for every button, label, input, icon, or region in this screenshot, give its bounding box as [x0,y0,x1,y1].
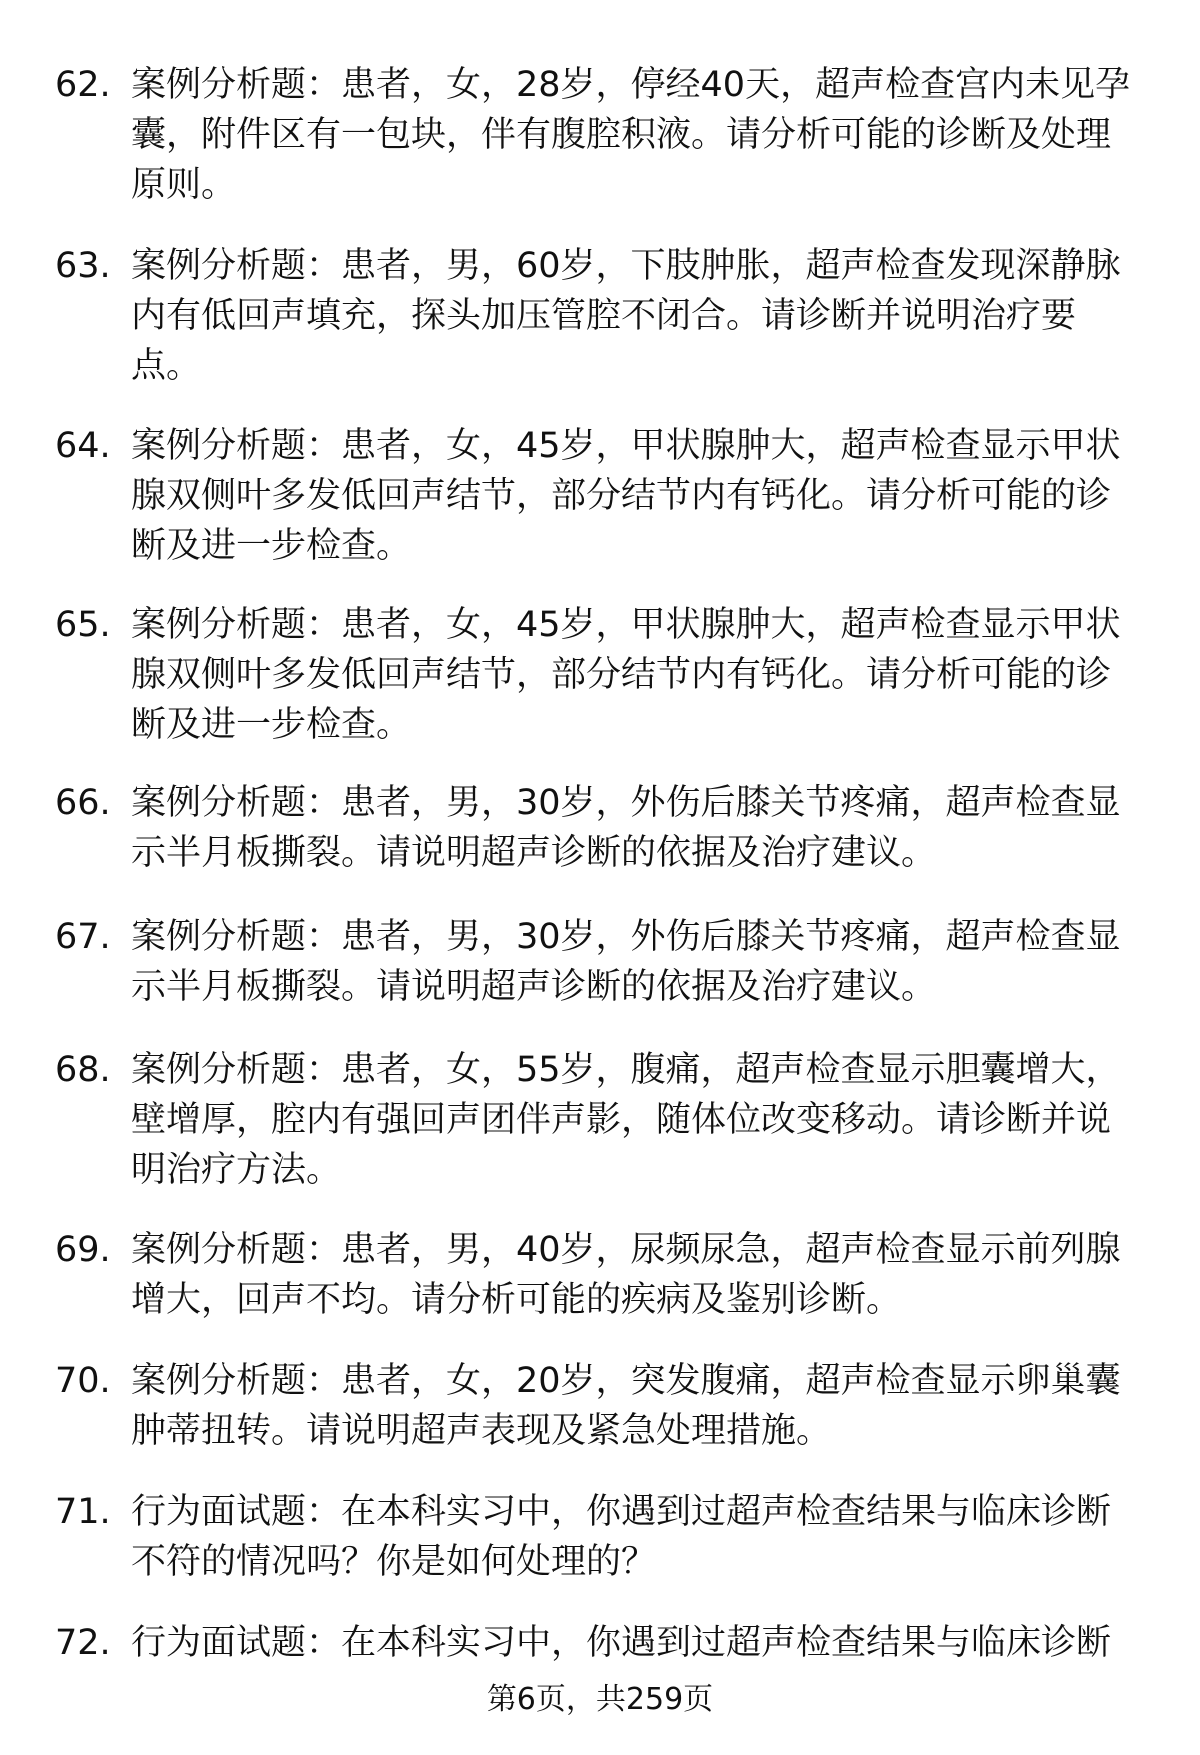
question-text [131,60,1185,210]
question-text [131,600,1185,750]
question-text-line: 断及进一步检查。 [131,705,412,745]
question-number: 63. [55,246,111,286]
question-text-line: 不符的情况吗？你是如何处理的？ [131,1542,657,1582]
question-item [55,1045,1185,1195]
question-text-line: 内有低回声填充，探头加压管腔不闭合。请诊断并说明治疗要 [131,296,1077,336]
question-text-line: 案例分析题：患者，女，20岁，突发腹痛，超声检查显示卵巢囊 [131,1361,1121,1401]
question-text [131,1045,1185,1195]
question-number: 70. [55,1361,111,1401]
question-item [55,241,1185,391]
question-text-line: 明治疗方法。 [131,1150,342,1190]
question-text [131,912,1185,1012]
question-text-line: 点。 [131,346,202,386]
question-item [55,1618,1185,1668]
question-text-line: 案例分析题：患者，女，45岁，甲状腺肿大，超声检查显示甲状 [131,605,1121,645]
question-item [55,1356,1185,1456]
question-item [55,778,1185,878]
question-number: 69. [55,1230,111,1270]
question-text-line: 示半月板撕裂。请说明超声诊断的依据及治疗建议。 [131,833,937,873]
question-text [131,1356,1185,1456]
question-text-line: 增大，回声不均。请分析可能的疾病及鉴别诊断。 [131,1280,902,1320]
question-item [55,60,1185,210]
question-number: 68. [55,1050,111,1090]
question-number: 71. [55,1492,111,1532]
question-text-line: 案例分析题：患者，男，30岁，外伤后膝关节疼痛，超声检查显 [131,783,1121,823]
question-item [55,600,1185,750]
question-text-line: 案例分析题：患者，女，45岁，甲状腺肿大，超声检查显示甲状 [131,426,1121,466]
question-text [131,1618,1185,1668]
question-text [131,241,1185,391]
question-number: 66. [55,783,111,823]
question-number: 72. [55,1623,111,1663]
question-number: 67. [55,917,111,957]
question-item [55,421,1185,571]
question-text-line: 行为面试题：在本科实习中，你遇到过超声检查结果与临床诊断 [131,1492,1112,1532]
question-text-line: 原则。 [131,165,237,205]
question-item [55,912,1185,1012]
question-text-line: 示半月板撕裂。请说明超声诊断的依据及治疗建议。 [131,967,937,1007]
question-text-line: 案例分析题：患者，男，30岁，外伤后膝关节疼痛，超声检查显 [131,917,1121,957]
question-text [131,421,1185,571]
question-text-line: 断及进一步检查。 [131,526,412,566]
question-text-line: 腺双侧叶多发低回声结节，部分结节内有钙化。请分析可能的诊 [131,476,1112,516]
question-text-line: 案例分析题：患者，女，55岁，腹痛，超声检查显示胆囊增大， [131,1050,1121,1090]
question-text-line: 肿蒂扭转。请说明超声表现及紧急处理措施。 [131,1411,832,1451]
question-text-line: 案例分析题：患者，女，28岁，停经40天，超声检查宫内未见孕 [131,65,1131,105]
question-text-line: 案例分析题：患者，男，60岁，下肢肿胀，超声检查发现深静脉 [131,246,1121,286]
question-item [55,1225,1185,1325]
question-text-line: 囊，附件区有一包块，伴有腹腔积液。请分析可能的诊断及处理 [131,115,1112,155]
question-text-line: 案例分析题：患者，男，40岁，尿频尿急，超声检查显示前列腺 [131,1230,1121,1270]
question-text [131,1225,1185,1325]
question-item [55,1487,1185,1587]
question-text-line: 行为面试题：在本科实习中，你遇到过超声检查结果与临床诊断 [131,1623,1112,1663]
question-text-line: 腺双侧叶多发低回声结节，部分结节内有钙化。请分析可能的诊 [131,655,1112,695]
question-number: 64. [55,426,111,466]
question-text [131,778,1185,878]
question-text [131,1487,1185,1587]
question-text-line: 壁增厚，腔内有强回声团伴声影，随体位改变移动。请诊断并说 [131,1100,1112,1140]
page-footer: 第6页，共259页 [486,1682,714,1717]
question-number: 62. [55,65,111,105]
question-number: 65. [55,605,111,645]
